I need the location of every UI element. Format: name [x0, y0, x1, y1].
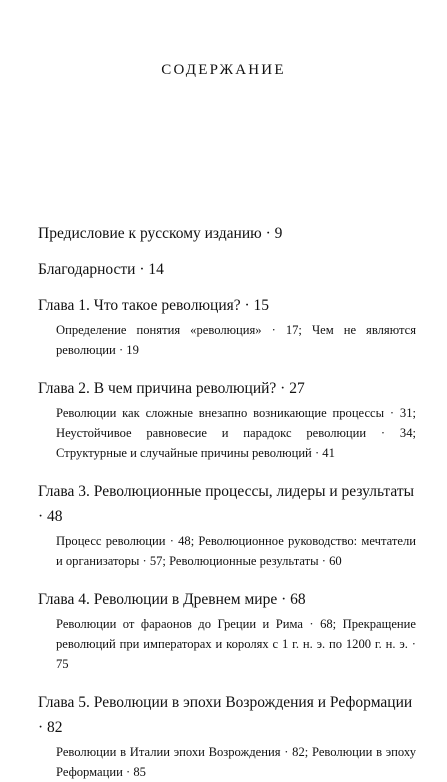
table-of-contents	[38, 221, 416, 782]
toc-entry-subsections: Определение понятия «революция» · 17; Чем не являются революции · 19	[56, 323, 416, 357]
toc-entry-subsections: Революции в Италии эпохи Возрождения · 82; Революции в эпоху Реформации · 85	[56, 745, 416, 779]
toc-entry-chapter-5	[38, 690, 416, 782]
toc-entry-chapter-4	[38, 587, 416, 674]
toc-entry-heading: Глава 3. Революционные процессы, лидеры и результаты · 48	[38, 483, 415, 525]
toc-entry-heading: Глава 1. Что такое революция? · 15	[38, 297, 270, 314]
toc-entry-heading: Благодарности · 14	[38, 261, 164, 278]
page-title: СОДЕРЖАНИЕ	[161, 62, 286, 78]
toc-entry-chapter-2	[38, 376, 416, 463]
toc-entry-heading: Глава 4. Революции в Древнем мире · 68	[38, 591, 306, 608]
toc-entry-acknowledgements	[38, 257, 416, 282]
toc-entry-heading: Глава 5. Революции в эпохи Возрождения и Реформации · 82	[38, 694, 413, 736]
toc-entry-subsections: Революции как сложные внезапно возникающие процессы · 31; Неустойчивое равновесие и парадокс революции · 34; Структурные и случайные причины революций · 41	[56, 406, 416, 460]
toc-entry-heading: Предисловие к русскому изданию · 9	[38, 225, 283, 242]
toc-entry-chapter-3	[38, 479, 416, 571]
toc-entry-chapter-1	[38, 293, 416, 360]
toc-entry-subsections: Процесс революции · 48; Революционное руководство: мечтатели и организаторы · 57; Революционные результаты · 60	[56, 534, 416, 568]
toc-entry-heading: Глава 2. В чем причина революций? · 27	[38, 380, 305, 397]
toc-entry-preface	[38, 221, 416, 246]
toc-entry-subsections: Революции от фараонов до Греции и Рима · 68; Прекращение революций при императорах и королях с 1 г. н. э. по 1200 г. н. э. · 75	[56, 617, 416, 671]
